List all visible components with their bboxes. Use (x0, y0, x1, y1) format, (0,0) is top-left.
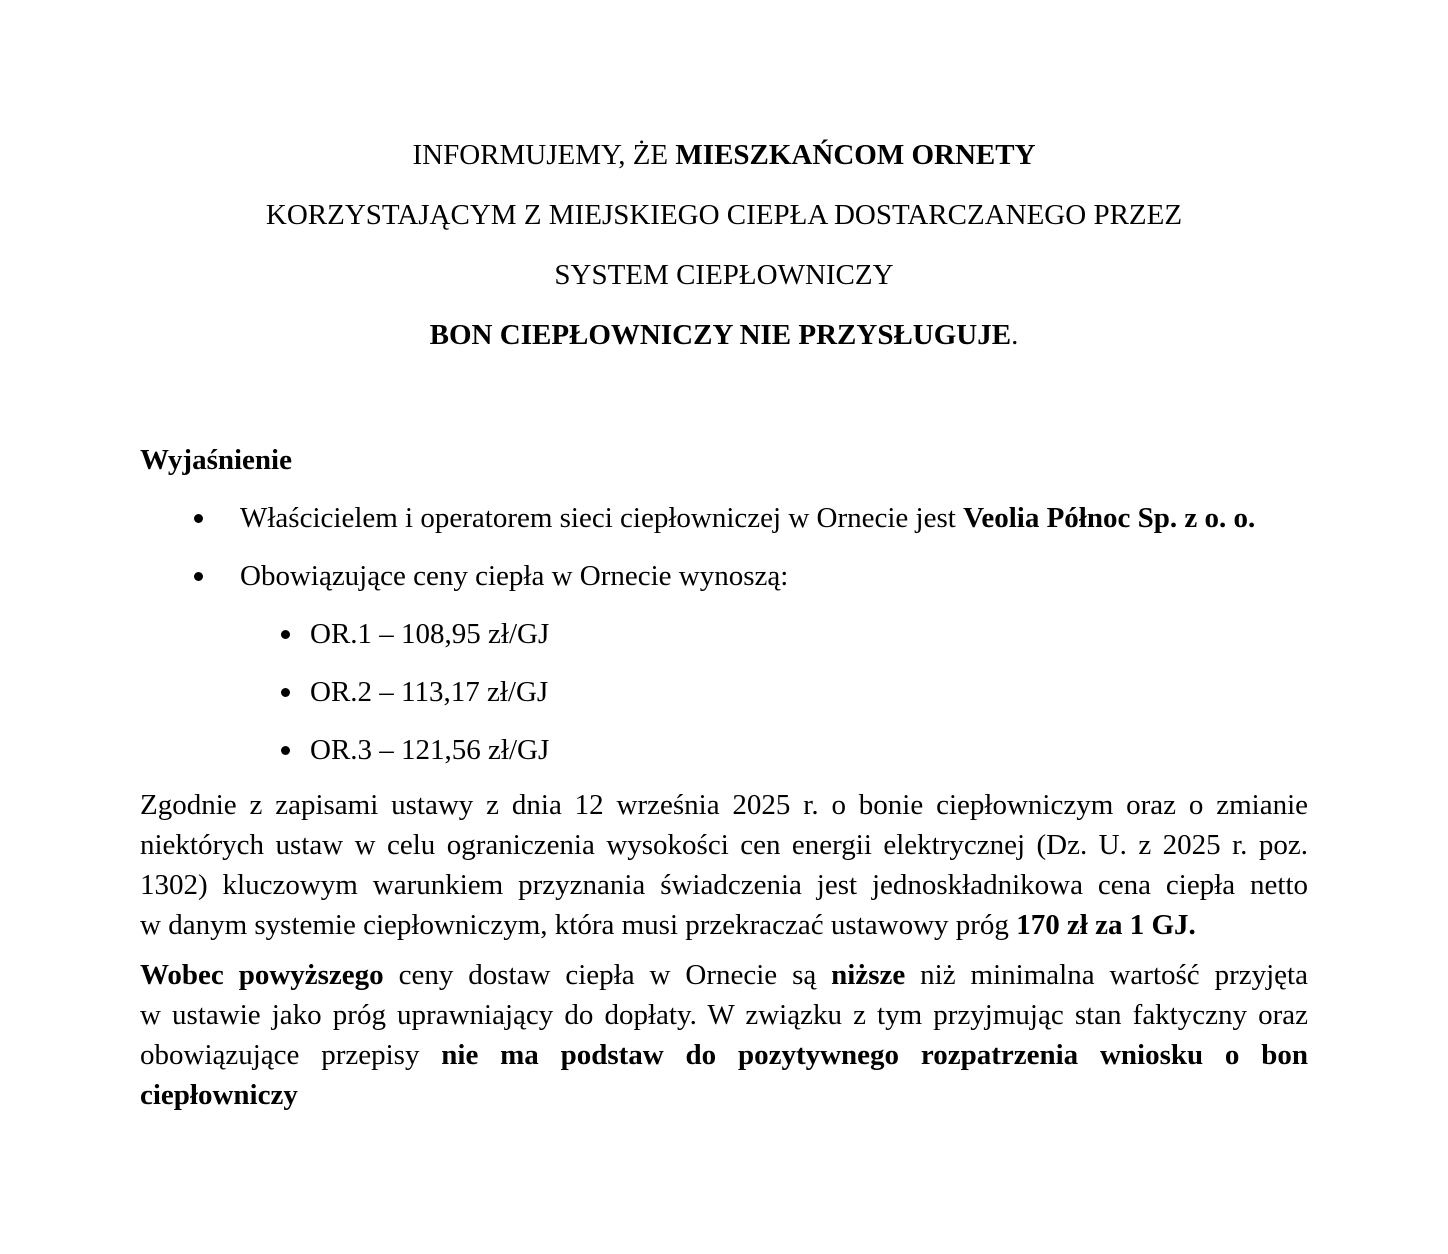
title-line-4 (140, 305, 1308, 365)
paragraph-legal-basis (140, 785, 1308, 945)
bullet-list (140, 498, 1308, 770)
paragraph-conclusion-line-1 (140, 955, 1308, 995)
title-line-1 (140, 125, 1308, 185)
list-item-price-or2: OR.2 – 113,17 zł/GJ (140, 672, 1308, 712)
paragraph-legal-line-3: 1302) kluczowym warunkiem przyznania świadczenia jest jednoskładnikowa cena ciepła netto (140, 869, 1308, 901)
title-line-1-regular: INFORMUJEMY, ŻE (412, 139, 676, 171)
title-line-2: KORZYSTAJĄCYM Z MIEJSKIEGO CIEPŁA DOSTARCZANEGO PRZEZ (265, 199, 1183, 231)
owner-text-regular: Właścicielem i operatorem sieci ciepłowniczej w Ornecie jest (240, 502, 964, 534)
title-line-3: SYSTEM CIEPŁOWNICZY (554, 259, 894, 291)
section-heading: Wyjaśnienie (140, 444, 292, 476)
list-item-price-or3: OR.3 – 121,56 zł/GJ (140, 730, 1308, 770)
paragraph-legal-line-2: niektórych ustaw w celu ograniczenia wysokości cen energii elektrycznej (Dz. U. z 2025 r. poz. (140, 829, 1308, 861)
title-line-4-bold: BON CIEPŁOWNICZY NIE PRZYSŁUGUJE (429, 319, 1012, 351)
conclusion-tail-regular: niż minimalna wartość przyjęta (905, 959, 1308, 991)
paragraph-conclusion (140, 955, 1308, 1115)
conclusion-line3-regular: obowiązujące przepisy (140, 1039, 442, 1071)
title-line-4-period: . (1011, 319, 1019, 351)
paragraph-conclusion-line-4: ciepłowniczy (140, 1079, 298, 1111)
list-item-prices-intro: Obowiązujące ceny ciepła w Ornecie wynoszą: (140, 556, 1308, 596)
conclusion-lower-bold: niższe (831, 959, 906, 991)
paragraph-legal-line-1: Zgodnie z zapisami ustawy z dnia 12 września 2025 r. o bonie ciepłowniczym oraz o zmianie (140, 789, 1308, 821)
price-sublist (140, 614, 1308, 770)
threshold-value-bold: 170 zł za 1 GJ. (1016, 909, 1196, 941)
notice-title (140, 125, 1308, 365)
list-item-price-or1: OR.1 – 108,95 zł/GJ (140, 614, 1308, 654)
title-line-1-bold: MIESZKAŃCOM ORNETY (675, 139, 1036, 171)
conclusion-lead-bold: Wobec powyższego (140, 959, 384, 991)
conclusion-line3-bold: nie ma podstaw do pozytywnego rozpatrzenia wniosku o bon (441, 1039, 1308, 1071)
threshold-text-regular: w danym systemie ciepłowniczym, która musi przekraczać ustawowy próg (140, 909, 1017, 941)
conclusion-mid-regular: ceny dostaw ciepła w Ornecie są (383, 959, 832, 991)
list-item-owner (140, 498, 1308, 538)
paragraph-conclusion-line-2: w ustawie jako próg uprawniający do dopłaty. W związku z tym przyjmując stan faktyczny oraz (140, 999, 1308, 1031)
owner-text-bold: Veolia Północ Sp. z o. o. (963, 502, 1256, 534)
paragraph-legal-line-4 (140, 905, 1308, 945)
paragraph-conclusion-line-3 (140, 1035, 1308, 1075)
